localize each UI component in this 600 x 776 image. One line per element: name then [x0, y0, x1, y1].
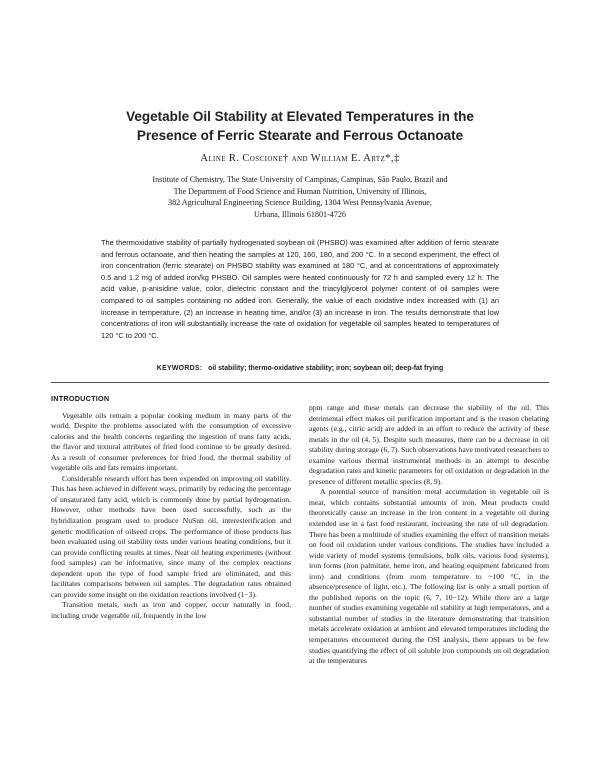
- affiliation: [90, 174, 510, 220]
- paragraph: ppm range and these metals can decrease the stability of the oil. This detrimental effect makes oil purification important and is the reason chelating agents (e.g., citric acid) are added in an effort to reduce the activity of these metals in the oil (4, 5). Despite such measures, there can be a decrease in oil stability during storage (6, 7). Such observations have motivated researchers to examine various thermal instrumental methods in an attempt to describe degradation rates and kinetic parameters for oil oxidation or degradation in the presence of different metallic species (8, 9).: [309, 403, 549, 486]
- affiliation-line-4: Urbana, Illinois 61801-4726: [254, 209, 346, 219]
- left-column: [51, 394, 291, 621]
- paragraph: Vegetable oils remain a popular cooking medium in many parts of the world. Despite the problems associated with the consumption of excessive calories and the health concerns regarding the ingestion of trans fatty acids, the flavor and textural attributes of fried food continue to be greatly desired. As a result of consumer preferences for fried food, the thermal stability of vegetable oils and fats remains important.: [51, 410, 291, 473]
- keywords: [101, 365, 499, 372]
- right-column: [309, 403, 549, 667]
- paragraph: Considerable research effort has been expended on improving oil stability. This has been achieved in different ways, primarily by reducing the percentage of unsaturated fatty acid, which is commonly done by partial hydrogenation. However, other methods have been used successfully, such as the hybridization program used to produce NuSun oil, interesterification and genetic modification of oilseed crops. The performance of those products has been evaluated using oil stability tests under various heating conditions, but it can provide conflicting results at times. Neat oil heating experiments (without food samples) can be informative, since many of the complex reactions dependent upon the type of food sample fried are eliminated, and this facilitates comparisons between oil samples. The degradation rates obtained can provide some insight on the oxidation reactions involved (1−3).: [51, 473, 291, 599]
- title-line-2: Presence of Ferric Stearate and Ferrous Octanoate: [136, 128, 464, 143]
- section-divider: [51, 382, 549, 383]
- author-list: Aline R. Coscione† and William E. Artz*,‡: [200, 153, 400, 164]
- paragraph: A potential source of transition metal accumulation in vegetable oil is meat, which contains substantial amounts of iron. Meat products could theoretically cause an increase in the iron content in a vegetable oil during extended use in a fast food restaurant, increasing the rate of oil degradation. There has been a multitude of studies examining the effect of transition metals on food oil oxidation under various conditions. The studies have included a wide variety of model systems (emulsions, bulk oils, various food systems), iron forms (iron palmitate, heme iron, and heating equipment fabricated from iron) and conditions (from room temperature to ~100 °C, in the absence/presence of light, etc.). The following list is only a small portion of the published reports on the topic (6, 7, 10−12). While there are a large number of studies examining vegetable oil stability at high temperatures, and a substantial number of studies in the literature demonstrating that transition metals accelerate oxidation at ambient and elevated temperatures including the temperatures encountered during the OSI analysis, there appears to be few studies quantifying the effect of oil soluble iron compounds on oil degradation at the temperatures: [309, 487, 549, 666]
- article-title: [60, 107, 540, 145]
- title-line-1: Vegetable Oil Stability at Elevated Temperatures in the: [126, 109, 474, 124]
- section-heading-introduction: INTRODUCTION: [51, 394, 110, 403]
- keywords-text: oil stability; thermo-oxidative stability; iron; soybean oil; deep-fat frying: [208, 365, 444, 372]
- affiliation-line-1: Institute of Chemistry, The State University of Campinas, Campinas, São Paulo, Brazil and: [152, 175, 448, 184]
- abstract: The thermoxidative stability of partially hydrogenated soybean oil (PHSBO) was examined after addition of ferric stearate and ferrous octanoate, and then heating the samples at 120, 160, 180, and 200 °C. In a second experiment, the effect of iron concentration (ferric stearate) on PHSBO stability was examined at 180 °C, and at concentrations of approximately 0.5 and 1.2 mg of added iron/kg PHSBO. Oil samples were heated continuously for 72 h and sampled every 12 h. The acid value, p-anisidine value, color, dielectric constant and the triacylglycerol polymer content of oil samples were compared to oil samples containing no added iron. Generally, the value of each oxidative index increased with (1) an increase in temperature, (2) an increase in heating time, and/or (3) an increase in iron. The results demonstrate that low concentrations of iron will substantially increase the rate of oxidation for vegetable oil samples heated to temperatures of 120 °C to 200 °C.: [101, 238, 499, 340]
- affiliation-line-2: The Department of Food Science and Human Nutrition, University of Illinois,: [173, 186, 427, 196]
- keywords-label: KEYWORDS:: [156, 365, 203, 372]
- affiliation-line-3: 382 Agricultural Engineering Science Building, 1304 West Pennsylvania Avenue,: [168, 198, 432, 208]
- paragraph: Transition metals, such as iron and copper, occur naturally in food, including crude vegetable oil, frequently in the low: [51, 600, 291, 620]
